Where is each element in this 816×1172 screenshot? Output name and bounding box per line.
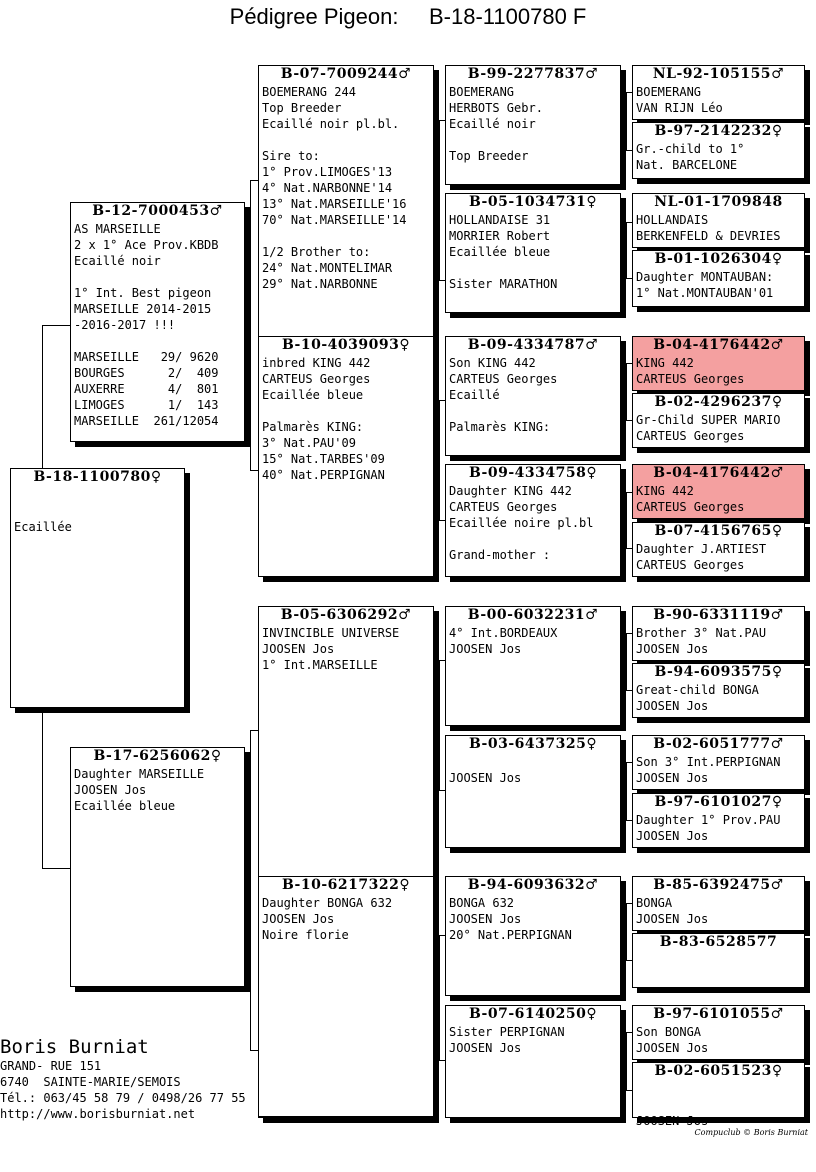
pigeon-info-line: CARTEUS Georges (449, 372, 558, 386)
pigeon-info-line: Daughter KING 442 (449, 484, 572, 498)
female-symbol-icon: ♀ (771, 1063, 783, 1079)
pigeon-info-line (259, 132, 433, 148)
pigeon-info-line: CARTEUS Georges (636, 500, 745, 514)
ring-number (633, 934, 804, 952)
ring-number (633, 251, 804, 269)
connector-line (626, 363, 627, 420)
pigeon-card (445, 336, 621, 456)
pigeon-card (445, 606, 621, 726)
female-symbol-icon: ♀ (586, 1006, 598, 1022)
pigeon-info-line: MORRIER Robert (449, 229, 551, 243)
pigeon-info-line: Noire florie (262, 928, 349, 942)
ring-number-text: B-94-6093632 (467, 877, 586, 893)
pigeon-info-line (259, 403, 433, 419)
pigeon-card (258, 336, 434, 577)
male-symbol-icon: ♂ (770, 607, 784, 623)
ring-number-text: B-18-1100780 (33, 469, 151, 485)
pigeon-info-line: CARTEUS Georges (636, 429, 745, 443)
pigeon-info-line: Top Breeder (262, 101, 342, 115)
ring-number (633, 877, 804, 895)
pigeon-info-line: MARSEILLE 261/12054 (74, 414, 219, 428)
pigeon-card (632, 65, 805, 120)
pigeon-info-line: 40° Nat.PERPIGNAN (262, 468, 385, 482)
male-symbol-icon: ♂ (770, 736, 784, 752)
female-symbol-icon: ♀ (771, 394, 783, 410)
ring-number-text: B-97-6101055 (653, 1006, 771, 1022)
pigeon-info-line: Son BONGA (636, 1025, 702, 1039)
ring-number (446, 1006, 620, 1024)
pigeon-info-line: Ecaillée bleue (262, 388, 364, 402)
pigeon-info-line: 4° Int.BORDEAUX (449, 626, 558, 640)
female-symbol-icon: ♀ (771, 794, 783, 810)
pigeon-info-line: JOOSEN Jos (636, 1041, 709, 1055)
connector-line (42, 325, 70, 326)
ring-number-text: B-07-7009244 (280, 66, 399, 82)
pigeon-info-line: Palmarès KING: (262, 420, 364, 434)
ring-number-text: B-04-4176442 (653, 337, 771, 353)
pigeon-info-line: Ecaillé (449, 388, 500, 402)
pigeon-info-line: Ecaillée bleue (449, 245, 551, 259)
pigeon-info-line: Grand-mother : (449, 548, 551, 562)
male-symbol-icon: ♂ (398, 66, 412, 82)
pigeon-info-line (71, 333, 244, 349)
pigeon-card (632, 663, 805, 718)
ring-number (446, 465, 620, 483)
pigeon-card (632, 876, 805, 931)
pigeon-info-line: 1° Prov.LIMOGES'13 (262, 165, 393, 179)
pigeon-info-line: MARSEILLE 29/ 9620 (74, 350, 219, 364)
male-symbol-icon: ♂ (585, 607, 599, 623)
ring-number-text: B-00-6032231 (467, 607, 586, 623)
ring-number (633, 736, 804, 754)
pigeon-card (632, 193, 805, 248)
pigeon-info-line: 4° Nat.NARBONNE'14 (262, 181, 393, 195)
pigeon-info-line: JOOSEN Jos (636, 1114, 709, 1128)
ring-number-text: B-99-2277837 (467, 66, 586, 82)
ring-number-text: B-97-2142232 (654, 123, 772, 139)
connector-line (439, 120, 440, 280)
pigeon-info-line: JOOSEN Jos (449, 771, 522, 785)
pigeon-info-line: CARTEUS Georges (449, 500, 558, 514)
female-symbol-icon: ♀ (771, 123, 783, 139)
pigeon-card (632, 1005, 805, 1060)
pigeon-info-line (11, 487, 184, 503)
pigeon-info-line: BONGA (636, 896, 673, 910)
connector-line (250, 730, 251, 1050)
ring-number-text: B-94-6093575 (654, 664, 772, 680)
ring-number (633, 523, 804, 541)
male-symbol-icon: ♂ (585, 877, 599, 893)
pigeon-info-line: BOEMERANG (449, 85, 515, 99)
connector-line (42, 708, 43, 868)
pigeon-info-line: 1° Nat.MONTAUBAN'01 (636, 286, 774, 300)
pigeon-info-line: Daughter MARSEILLE (74, 767, 205, 781)
ring-number-text: B-97-6101027 (654, 794, 772, 810)
connector-line (626, 762, 627, 820)
pigeon-info-line: BONGA 632 (449, 896, 515, 910)
pigeon-info-line: 13° Nat.MARSEILLE'16 (262, 197, 407, 211)
pigeon-info-line (446, 754, 620, 770)
pigeon-info-line: Daughter J.ARTIEST (636, 542, 767, 556)
pigeon-card (445, 193, 621, 313)
ring-number-text: B-04-4176442 (653, 465, 771, 481)
pigeon-info-line: Sister PERPIGNAN (449, 1025, 565, 1039)
pigeon-info-line: Ecaillée noire pl.bl (449, 516, 594, 530)
ring-number (633, 1006, 804, 1024)
ring-number (633, 664, 804, 682)
pigeon-info-line (633, 1081, 804, 1097)
connector-line (250, 180, 258, 181)
pigeon-info-line: 3° Nat.PAU'09 (262, 436, 356, 450)
pigeon-info-line: MARSEILLE 2014-2015 (74, 302, 212, 316)
pigeon-info-line: JOOSEN Jos (74, 783, 147, 797)
ring-number (633, 607, 804, 625)
pigeon-info-line: BOEMERANG (636, 85, 702, 99)
male-symbol-icon: ♂ (585, 337, 599, 353)
pigeon-info-line: JOOSEN Jos (449, 912, 522, 926)
connector-line (626, 633, 627, 690)
pigeon-card (10, 468, 185, 708)
ring-number-text: B-01-1026304 (654, 251, 772, 267)
ring-number-text: B-09-4334758 (468, 465, 587, 481)
ring-number-text: B-02-4296237 (654, 394, 772, 410)
ring-number-text: B-10-6217322 (281, 877, 400, 893)
pigeon-card (632, 464, 805, 519)
ring-number (71, 203, 244, 221)
pigeon-card (632, 735, 805, 790)
ring-number-text: B-02-6051523 (654, 1063, 772, 1079)
pigeon-info-line: Brother 3° Nat.PAU (636, 626, 767, 640)
pigeon-card (632, 250, 805, 307)
connector-line (250, 470, 258, 471)
ring-number (633, 394, 804, 412)
pigeon-info-line: CARTEUS Georges (636, 558, 745, 572)
pigeon-info-line: Ecaillé noir (449, 117, 536, 131)
pigeon-info-line: 70° Nat.MARSEILLE'14 (262, 213, 407, 227)
ring-number-text: NL-92-105155 (652, 66, 772, 82)
pigeon-info-line: 1° Int. Best pigeon (74, 286, 212, 300)
connector-line (626, 903, 627, 960)
female-symbol-icon: ♀ (150, 469, 162, 485)
breeder-info (0, 1036, 246, 1122)
ring-number (446, 877, 620, 895)
pigeon-info-line: Ecaillée (14, 520, 72, 534)
pigeon-info-line: AS MARSEILLE (74, 222, 161, 236)
pigeon-info-line: KING 442 (636, 356, 694, 370)
ring-number (446, 607, 620, 625)
ring-number-text: B-10-4039093 (281, 337, 400, 353)
pigeon-info-line (633, 1097, 804, 1113)
male-symbol-icon: ♂ (209, 203, 223, 219)
ring-number (259, 337, 433, 355)
pigeon-info-line: BOEMERANG 244 (262, 85, 356, 99)
connector-line (245, 868, 250, 869)
female-symbol-icon: ♀ (399, 877, 411, 893)
pigeon-info-line: 1/2 Brother to: (262, 245, 371, 259)
female-symbol-icon: ♀ (771, 664, 783, 680)
page-title: Pédigree Pigeon: B-18-1100780 F (229, 4, 587, 29)
pigeon-card (632, 522, 805, 577)
pigeon-info-line: Palmarès KING: (449, 420, 551, 434)
pigeon-info-line: JOOSEN Jos (636, 771, 709, 785)
pigeon-info-line: BOURGES 2/ 409 (74, 366, 219, 380)
ring-number-text: B-07-6140250 (468, 1006, 587, 1022)
connector-line (42, 325, 43, 468)
male-symbol-icon: ♂ (770, 337, 784, 353)
pigeon-info-line: 2 x 1° Ace Prov.KBDB (74, 238, 219, 252)
pigeon-info-line: CARTEUS Georges (262, 372, 371, 386)
pigeon-card (258, 876, 434, 1117)
ring-number-text: B-09-4334787 (467, 337, 586, 353)
pigeon-card (632, 933, 805, 988)
ring-number-text: B-05-1034731 (468, 194, 587, 210)
pigeon-info-line: JOOSEN Jos (449, 1041, 522, 1055)
pigeon-info-line: JOOSEN Jos (636, 642, 709, 656)
breeder-address-line: GRAND- RUE 151 (0, 1059, 102, 1073)
connector-line (439, 660, 440, 790)
pigeon-info-line (446, 260, 620, 276)
pigeon-info-line (71, 269, 244, 285)
breeder-phone: Tél.: 063/45 58 79 / 0498/26 77 55 (0, 1091, 246, 1105)
ring-number (633, 66, 804, 84)
footer-credit: Compuclub © Boris Burniat (694, 1128, 808, 1137)
pigeon-info-line: AUXERRE 4/ 801 (74, 382, 219, 396)
pigeon-card (445, 65, 621, 185)
female-symbol-icon: ♀ (586, 736, 598, 752)
pigeon-info-line: JOOSEN Jos (262, 642, 335, 656)
ring-number-text: B-07-4156765 (654, 523, 772, 539)
pigeon-info-line: Daughter 1° Prov.PAU (636, 813, 781, 827)
pigeon-info-line: Nat. BARCELONE (636, 158, 738, 172)
female-symbol-icon: ♀ (399, 337, 411, 353)
ring-number (446, 194, 620, 212)
pigeon-info-line: Great-child BONGA (636, 683, 759, 697)
connector-line (439, 400, 440, 520)
pigeon-info-line: Daughter BONGA 632 (262, 896, 393, 910)
pigeon-info-line: inbred KING 442 (262, 356, 371, 370)
pigeon-info-line: Sire to: (262, 149, 320, 163)
pigeon-info-line (446, 403, 620, 419)
pigeon-info-line: JOOSEN Jos (636, 699, 709, 713)
ring-number (446, 736, 620, 754)
connector-line (626, 222, 627, 278)
female-symbol-icon: ♀ (586, 465, 598, 481)
female-symbol-icon: ♀ (586, 194, 598, 210)
pigeon-info-line: 15° Nat.TARBES'09 (262, 452, 385, 466)
pigeon-info-line: JOOSEN Jos (636, 829, 709, 843)
connector-line (245, 322, 250, 323)
pigeon-card (632, 606, 805, 661)
female-symbol-icon: ♀ (771, 251, 783, 267)
pigeon-info-line: VAN RIJN Léo (636, 101, 723, 115)
pigeon-info-line: Sister MARATHON (449, 277, 558, 291)
ring-number (633, 1063, 804, 1081)
connector-line (42, 868, 70, 869)
pigeon-info-line: HOLLANDAISE 31 (449, 213, 551, 227)
connector-line (626, 1032, 627, 1090)
ring-number (633, 194, 804, 212)
pigeon-info-line: 29° Nat.NARBONNE (262, 277, 378, 291)
ring-number (446, 66, 620, 84)
pigeon-info-line: Son 3° Int.PERPIGNAN (636, 755, 781, 769)
pigeon-card (445, 1005, 621, 1118)
pigeon-info-line: Ecaillé noir (74, 254, 161, 268)
pigeon-card (445, 876, 621, 996)
pigeon-info-line (11, 503, 184, 519)
pigeon-info-line: Gr-Child SUPER MARIO (636, 413, 781, 427)
pigeon-info-line: Gr.-child to 1° (636, 142, 745, 156)
ring-number-text: B-03-6437325 (468, 736, 587, 752)
pigeon-info-line (446, 531, 620, 547)
ring-number (633, 794, 804, 812)
male-symbol-icon: ♂ (398, 607, 412, 623)
ring-number-text: B-02-6051777 (653, 736, 771, 752)
pigeon-info-line: Top Breeder (449, 149, 529, 163)
pigeon-info-line: 20° Nat.PERPIGNAN (449, 928, 572, 942)
pigeon-info-line: 1° Int.MARSEILLE (262, 658, 378, 672)
ring-number (633, 123, 804, 141)
pigeon-card (70, 202, 245, 442)
male-symbol-icon: ♂ (770, 465, 784, 481)
male-symbol-icon: ♂ (585, 66, 599, 82)
female-symbol-icon: ♀ (771, 523, 783, 539)
ring-number (259, 607, 433, 625)
ring-number (71, 748, 244, 766)
pigeon-info-line: JOOSEN Jos (262, 912, 335, 926)
pigeon-info-line: Son KING 442 (449, 356, 536, 370)
male-symbol-icon: ♂ (771, 66, 785, 82)
pigeon-card (632, 1062, 805, 1128)
pigeon-card (632, 793, 805, 848)
pigeon-info-line (446, 132, 620, 148)
ring-number-text: B-90-6331119 (653, 607, 771, 623)
male-symbol-icon: ♂ (770, 1006, 784, 1022)
connector-line (250, 180, 251, 470)
pigeon-info-line: Ecaillée bleue (74, 799, 176, 813)
pigeon-info-line: 24° Nat.MONTELIMAR (262, 261, 393, 275)
connector-line (626, 492, 627, 548)
pigeon-card (632, 393, 805, 448)
connector-line (250, 1050, 258, 1051)
ring-number (633, 465, 804, 483)
female-symbol-icon: ♀ (210, 748, 222, 764)
pigeon-card (445, 735, 621, 848)
ring-number-text: B-85-6392475 (653, 877, 771, 893)
breeder-name: Boris Burniat (0, 1036, 149, 1058)
connector-line (250, 730, 258, 731)
breeder-address-line: 6740 SAINTE-MARIE/SEMOIS (0, 1075, 181, 1089)
ring-number (259, 877, 433, 895)
pigeon-info-line: JOOSEN Jos (449, 642, 522, 656)
pigeon-info-line: KING 442 (636, 484, 694, 498)
ring-number (446, 337, 620, 355)
pigeon-card (632, 122, 805, 179)
pigeon-card (632, 336, 805, 391)
pigeon-info-line: HOLLANDAIS (636, 213, 709, 227)
pigeon-info-line: Ecaillé noir pl.bl. (262, 117, 400, 131)
ring-number-text: NL-01-1709848 (654, 194, 783, 210)
pigeon-info-line: JOOSEN Jos (636, 912, 709, 926)
ring-number (259, 66, 433, 84)
breeder-website[interactable]: http://www.borisburniat.net (0, 1107, 196, 1121)
ring-number (11, 469, 184, 487)
pigeon-info-line (259, 228, 433, 244)
connector-line (626, 92, 627, 150)
pigeon-info-line: Daughter MONTAUBAN: (636, 270, 774, 284)
pigeon-card (445, 464, 621, 577)
connector-line (439, 935, 440, 1060)
ring-number-text: B-83-6528577 (659, 934, 778, 950)
ring-number-text: B-05-6306292 (280, 607, 399, 623)
ring-number (633, 337, 804, 355)
pigeon-info-line: HERBOTS Gebr. (449, 101, 543, 115)
pigeon-info-line: LIMOGES 1/ 143 (74, 398, 219, 412)
pigeon-info-line: -2016-2017 !!! (74, 318, 176, 332)
ring-number-text: B-17-6256062 (93, 748, 211, 764)
pigeon-info-line: CARTEUS Georges (636, 372, 745, 386)
ring-number-text: B-12-7000453 (92, 203, 210, 219)
pigeon-card (70, 747, 245, 987)
pigeon-info-line: BERKENFELD & DEVRIES (636, 229, 781, 243)
pigeon-info-line: INVINCIBLE UNIVERSE (262, 626, 400, 640)
male-symbol-icon: ♂ (770, 877, 784, 893)
